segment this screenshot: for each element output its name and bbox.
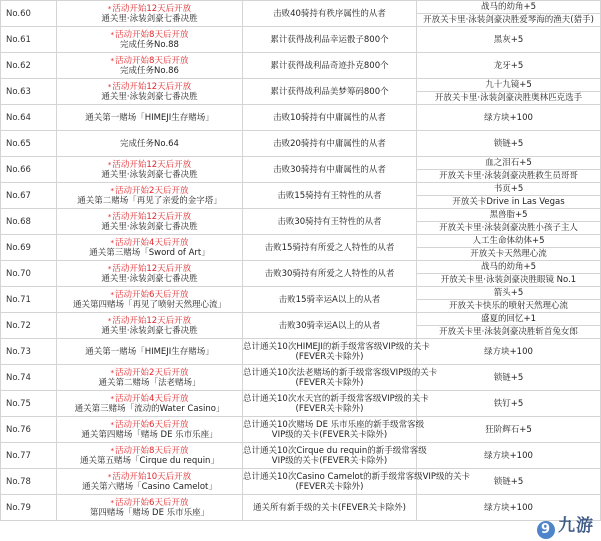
unlock-line [57,498,242,508]
unlock-cell [57,1,243,27]
reward-cell [417,105,601,131]
unlock-line: 完成任务No.88 [120,39,179,50]
unlock-line [57,56,242,66]
condition-cell [243,443,427,469]
reward-cell: 开放关卡里·泳装剑豪决胜眼镜 No.1 [417,274,601,287]
reward-cell [417,339,601,365]
reward-line: 锁链+5 [493,372,524,383]
table-row [1,495,601,521]
unlock-line: 通关里·泳装剑豪七番决胜 [101,13,198,24]
unlock-line: 通关第六赌场「Casino Camelot」 [82,481,217,492]
activity-star-icon: * [110,498,115,507]
unlock-cell [57,417,243,443]
reward-cell: 书页+5 [417,183,601,196]
condition-cell [243,53,417,79]
table-row [1,235,601,248]
condition-cell [243,391,429,417]
reward-cell [417,443,601,469]
reward-cell: 战马的幼角+5 [417,1,601,14]
unlock-line [57,186,242,196]
table-row [1,131,601,157]
site-watermark: 9 九游 [537,511,594,539]
condition-line: 击败30骑持有所爱之人特性的从者 [264,268,395,279]
unlock-text: 活动开始6天后开放 [115,419,189,430]
reward-line: 锁链+5 [493,138,524,149]
reward-cell: 开放关卡里·泳装剑豪决胜奥林匹克选手 [417,92,601,105]
reward-cell [417,53,601,79]
reward-cell [417,131,601,157]
table-row [1,417,601,443]
condition-line: 累计获得战利品美梦筹码800个 [270,86,389,97]
task-number: No.76 [1,417,57,443]
task-number: No.63 [1,79,57,105]
activity-star-icon: * [110,368,115,377]
condition-cell [243,313,417,339]
table-row [1,443,601,469]
unlock-cell [57,391,243,417]
activity-star-icon: * [107,472,112,481]
condition-line: 击败40骑持有秩序属性的从者 [273,8,386,19]
condition-line: 总计通关10次赌场 DE 乐市乐座的新手级常客级 [243,419,425,430]
activity-star-icon: * [110,186,115,195]
unlock-line: 完成任务No.86 [120,65,179,76]
unlock-line [57,290,242,300]
unlock-cell [57,261,243,287]
unlock-cell [57,53,243,79]
unlock-line [57,472,242,482]
unlock-line [57,160,242,170]
condition-cell [243,1,417,27]
task-number: No.67 [1,183,57,209]
reward-line: 绿方块+100 [484,112,533,123]
unlock-text: 活动开始10天后开放 [112,471,192,482]
unlock-cell [57,131,243,157]
unlock-line [57,212,242,222]
reward-cell: 箭头+5 [417,287,601,300]
condition-line: 总计通关10次Cirque du requin的新手级常客级 [243,445,427,456]
unlock-cell [57,105,243,131]
unlock-line: 通关第四赌场「赌场 DE 乐市乐座」 [81,429,218,440]
unlock-text: 活动开始6天后开放 [115,289,189,300]
unlock-line: 通关第一赌场「HIMEJI生存赌场」 [85,112,214,123]
unlock-text: 活动开始6天后开放 [115,497,189,508]
task-number: No.60 [1,1,57,27]
unlock-text: 活动开始12天后开放 [112,315,192,326]
task-number: No.70 [1,261,57,287]
condition-cell [243,157,417,183]
watermark-logo-icon: 9 [537,521,555,539]
unlock-cell [57,235,243,261]
reward-cell: 开放关卡里·泳装剑豪决胜救生员哥哥 [417,170,601,183]
condition-line: 击败15骑持有王特性的从者 [277,190,382,201]
condition-line: VIP级的关卡(FEVER关卡除外) [271,455,388,466]
task-number: No.72 [1,313,57,339]
table-row [1,157,601,170]
unlock-line [57,420,242,430]
reward-line: 黑灰+5 [493,34,524,45]
unlock-line: 第四赌场「赌场 DE 乐市乐座」 [89,507,210,518]
unlock-text: 活动开始8天后开放 [115,29,189,40]
unlock-text: 活动开始12天后开放 [112,159,192,170]
condition-cell [243,417,425,443]
unlock-cell [57,339,243,365]
unlock-line: 通关第三赌场「Sword of Art」 [89,247,210,258]
condition-cell [243,105,417,131]
unlock-text: 活动开始8天后开放 [115,445,189,456]
unlock-line: 通关第四赌场「再见了喷射天然理心流」 [72,299,226,310]
condition-cell [243,131,417,157]
unlock-line: 通关第三赌场「流动的Water Casino」 [74,403,225,414]
task-number: No.64 [1,105,57,131]
unlock-line [57,30,242,40]
unlock-text: 活动开始12天后开放 [112,263,192,274]
unlock-cell [57,79,243,105]
unlock-line [57,394,242,404]
activity-star-icon: * [110,446,115,455]
table-row [1,261,601,274]
task-number: No.79 [1,495,57,521]
condition-line: 击败30骑幸运A以上的从者 [278,320,381,331]
unlock-line: 通关里·泳装剑豪七番决胜 [101,91,198,102]
condition-line: 总计通关10次法老赌场的新手级常客级VIP级的关卡 [243,367,438,378]
task-number: No.77 [1,443,57,469]
task-number: No.66 [1,157,57,183]
activity-star-icon: * [107,316,112,325]
reward-cell [417,417,601,443]
unlock-line: 通关里·泳装剑豪七番决胜 [101,169,198,180]
table-row [1,339,601,365]
condition-cell [243,365,438,391]
activity-star-icon: * [110,30,115,39]
activity-star-icon: * [110,56,115,65]
unlock-text: 活动开始4天后开放 [115,237,189,248]
unlock-cell [57,183,243,209]
activity-star-icon: * [107,212,112,221]
unlock-line: 通关第二赌场「法老赌场」 [98,377,201,388]
unlock-line: 通关里·泳装剑豪七番决胜 [101,221,198,232]
unlock-line: 完成任务No.64 [120,138,179,149]
unlock-cell [57,443,243,469]
reward-cell [417,27,601,53]
activity-star-icon: * [107,4,112,13]
reward-cell [417,365,601,391]
condition-line: 总计通关10次Casino Camelot的新手级常客级VIP级的关卡 [243,471,471,482]
task-number: No.75 [1,391,57,417]
condition-cell [243,235,417,261]
unlock-line [57,4,242,14]
unlock-line: 通关第五赌场「Cirque du requin」 [80,455,219,466]
reward-line: 绿方块+100 [484,450,533,461]
task-number: No.65 [1,131,57,157]
unlock-text: 活动开始12天后开放 [112,3,192,14]
table-row [1,209,601,222]
condition-cell [243,79,417,105]
unlock-text: 活动开始12天后开放 [112,211,192,222]
unlock-line: 通关里·泳装剑豪七番决胜 [101,325,198,336]
task-number: No.73 [1,339,57,365]
activity-star-icon: * [107,264,112,273]
condition-cell [243,183,417,209]
unlock-line: 通关第一赌场「HIMEJI生存赌场」 [85,346,214,357]
unlock-cell [57,469,243,495]
unlock-text: 活动开始4天后开放 [115,393,189,404]
unlock-line [57,82,242,92]
unlock-line [57,446,242,456]
reward-line: 锁链+5 [493,476,524,487]
task-number: No.74 [1,365,57,391]
condition-line: 击败30骑持有中庸属性的从者 [273,164,386,175]
unlock-line [57,264,242,274]
condition-line: 累计获得战利品奇迹扑克800个 [270,60,389,71]
reward-line: 绿方块+100 [484,502,533,513]
reward-cell: 血之泪石+5 [417,157,601,170]
unlock-cell [57,157,243,183]
condition-line: 击败15骑持有所爱之人特性的从者 [264,242,395,253]
unlock-line: 通关第二赌场「再见了亲爱的金字塔」 [77,195,222,206]
condition-cell [243,495,417,521]
reward-cell: 黑兽脂+5 [417,209,601,222]
task-number: No.69 [1,235,57,261]
table-row [1,53,601,79]
unlock-cell [57,495,243,521]
unlock-text: 活动开始8天后开放 [115,55,189,66]
condition-line: 击败20骑持有中庸属性的从者 [273,138,386,149]
reward-cell [417,391,601,417]
reward-cell: 开放关卡里·泳装剑豪决胜小孩子主人 [417,222,601,235]
table-row [1,365,601,391]
task-number: No.71 [1,287,57,313]
condition-cell [243,339,430,365]
reward-line: 绿方块+100 [484,346,533,357]
unlock-cell [57,287,243,313]
activity-star-icon: * [110,290,115,299]
task-number: No.61 [1,27,57,53]
condition-line: VIP级的关卡(FEVER关卡除外) [271,429,388,440]
condition-line: 击败15骑幸运A以上的从者 [278,294,381,305]
unlock-text: 活动开始2天后开放 [115,367,189,378]
unlock-line [57,238,242,248]
reward-cell: 战马的幼角+5 [417,261,601,274]
reward-line: 狂阶辉石+5 [485,424,532,435]
reward-cell: 九十九镜+5 [417,79,601,92]
condition-line: 击败30骑持有王特性的从者 [277,216,382,227]
condition-line: 总计通关10次HIMEJI的新手级常客级VIP级的关卡 [243,341,430,352]
reward-cell: 盛夏的回忆+1 [417,313,601,326]
activity-star-icon: * [110,394,115,403]
unlock-line [57,316,242,326]
condition-line: 击败10骑持有中庸属性的从者 [273,112,386,123]
condition-cell [243,27,417,53]
table-row [1,469,601,495]
unlock-cell [57,209,243,235]
unlock-cell [57,27,243,53]
condition-line: 累计获得战利品幸运骰子800个 [270,34,389,45]
reward-line: 铁钉+5 [493,398,524,409]
task-table-body [1,1,601,521]
reward-cell: 人工生命体幼体+5 [417,235,601,248]
unlock-line [57,368,242,378]
task-number: No.68 [1,209,57,235]
condition-cell [243,287,417,313]
table-row [1,391,601,417]
task-number: No.78 [1,469,57,495]
unlock-cell [57,313,243,339]
reward-cell: 开放关卡Drive in Las Vegas [417,196,601,209]
unlock-cell [57,365,243,391]
activity-star-icon: * [107,82,112,91]
condition-cell [243,209,417,235]
table-row [1,1,601,14]
unlock-text: 活动开始2天后开放 [115,185,189,196]
table-row [1,313,601,326]
table-row [1,105,601,131]
condition-line: (FEVER关卡除外) [295,481,364,492]
activity-star-icon: * [107,160,112,169]
reward-cell: 开放关卡天然理心流 [417,248,601,261]
activity-star-icon: * [110,238,115,247]
condition-cell [243,261,417,287]
condition-line: 通关所有新手级的关卡(FEVER关卡除外) [253,502,406,513]
table-row [1,183,601,196]
condition-line: (FEVER关卡除外) [295,377,364,388]
condition-line: (FEVER关卡除外) [295,351,364,362]
condition-line: 总计通关10次水天宫的新手级常客级VIP级的关卡 [243,393,429,404]
table-row [1,79,601,92]
activity-star-icon: * [110,420,115,429]
condition-line: (FEVER关卡除外) [295,403,364,414]
unlock-text: 活动开始12天后开放 [112,81,192,92]
reward-cell: 开放关卡快乐的喷射天然理心流 [417,300,601,313]
reward-cell: 开放关卡里·泳装剑豪决胜爱琴海的渔夫(猎手) [417,14,601,27]
task-number: No.62 [1,53,57,79]
reward-line: 龙牙+5 [493,60,524,71]
condition-cell [243,469,471,495]
unlock-line: 通关里·泳装剑豪七番决胜 [101,273,198,284]
table-row [1,27,601,53]
table-row [1,287,601,300]
reward-cell: 开放关卡里·泳装剑豪决胜斩首兔女郎 [417,326,601,339]
